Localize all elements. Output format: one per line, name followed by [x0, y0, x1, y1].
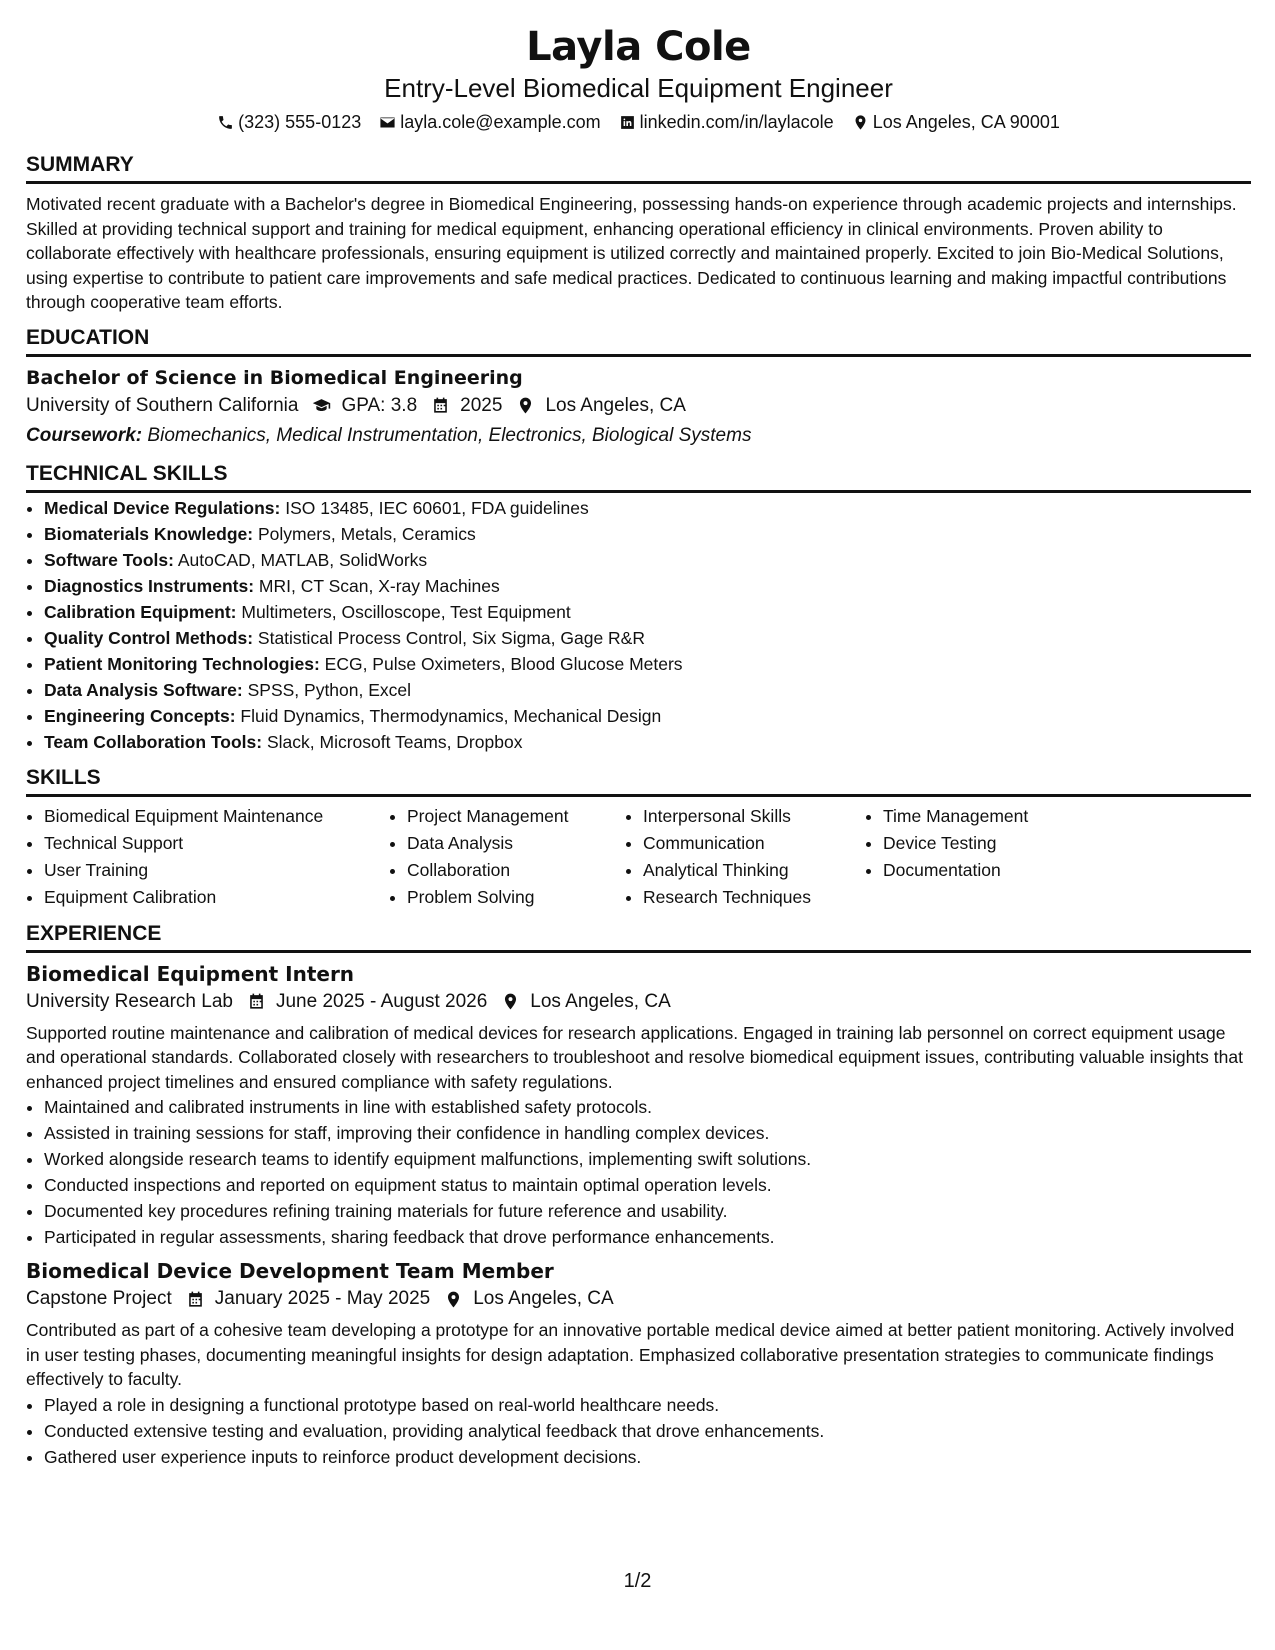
page-number: 1/2 [623, 1570, 652, 1592]
list-item [44, 547, 1251, 573]
experience-entry [26, 961, 1251, 1251]
tech-skill-value: SPSS, Python, Excel [247, 679, 412, 700]
technical-skills-list [26, 495, 1251, 755]
list-item: • Conducted inspections and reported on equipment status to maintain optimal operation levels. [44, 1172, 1251, 1198]
calendar-icon [247, 992, 266, 1011]
experience-entry [26, 1258, 1251, 1470]
list-item: • Conducted extensive testing and evaluation, providing analytical feedback that drove enhancements. [44, 1418, 1251, 1444]
linkedin-text[interactable]: linkedin.com/in/laylacole [639, 112, 834, 132]
candidate-role: Entry-Level Biomedical Equipment Engineer [384, 73, 893, 103]
education-meta [26, 391, 1251, 421]
job-org: University Research Lab [26, 990, 233, 1012]
list-item: • Worked alongside research teams to identify equipment malfunctions, implementing swift solutions. [44, 1146, 1251, 1172]
list-item: • Interpersonal Skills [643, 803, 865, 830]
list-item: • Documented key procedures refining training materials for future reference and usability. [44, 1198, 1251, 1224]
skills-column [625, 803, 865, 911]
list-item: • Technical Support [44, 830, 389, 857]
list-item: • Played a role in designing a functional prototype based on real-world healthcare needs. [44, 1392, 1251, 1418]
list-item [44, 625, 1251, 651]
tech-skill-value: ECG, Pulse Oximeters, Blood Glucose Meters [324, 653, 683, 674]
map-pin-icon [444, 1290, 463, 1309]
list-item [44, 703, 1251, 729]
list-item: • Project Management [407, 803, 625, 830]
job-meta [26, 987, 1251, 1017]
resume-header [26, 22, 1251, 134]
tech-skill-label: Biomaterials Knowledge: [44, 523, 254, 544]
school-name: University of Southern California [26, 394, 299, 416]
list-item [44, 677, 1251, 703]
summary-section [26, 152, 1251, 315]
technical-skills-section [26, 461, 1251, 755]
list-item [44, 573, 1251, 599]
tech-skill-value: Polymers, Metals, Ceramics [257, 523, 476, 544]
section-title-technical-skills: TECHNICAL SKILLS [26, 461, 1251, 493]
map-pin-icon [852, 114, 869, 131]
graduation-year: 2025 [460, 394, 503, 416]
list-item [44, 521, 1251, 547]
list-item: • Problem Solving [407, 884, 625, 911]
tech-skill-value: AutoCAD, MATLAB, SolidWorks [177, 549, 428, 570]
tech-skill-label: Engineering Concepts: [44, 705, 236, 726]
tech-skill-label: Software Tools: [44, 549, 174, 570]
school-location: Los Angeles, CA [545, 394, 686, 416]
map-pin-icon [516, 396, 535, 415]
list-item: • Research Techniques [643, 884, 865, 911]
job-org: Capstone Project [26, 1288, 172, 1309]
tech-skill-value: Slack, Microsoft Teams, Dropbox [266, 731, 523, 752]
summary-text: Motivated recent graduate with a Bachelor's degree in Biomedical Engineering, possessing hands-on experience through academic projects and internships. Skilled at providing technical support and training for medical equipment, enhancing operational efficiency in clinical environments. Proven ability to collaborate effectively with healthcare professionals, ensuring equipment is utilized correctly and maintained properly. Excited to join Bio-Medical Solutions, using expertise to contribute to patient care improvements and safe medical practices. Dedicated to continuous learning and making impactful contributions through cooperative team efforts. [26, 194, 1237, 312]
education-section [26, 325, 1251, 451]
list-item: • Data Analysis [407, 830, 625, 857]
candidate-name: Layla Cole [526, 24, 751, 70]
resume-page [26, 22, 1251, 1470]
section-title-summary: SUMMARY [26, 152, 1251, 184]
contact-location [852, 110, 1060, 134]
skills-grid [26, 803, 1251, 911]
list-item: • Collaboration [407, 857, 625, 884]
degree-title: Bachelor of Science in Biomedical Engineering [26, 366, 523, 389]
tech-skill-label: Diagnostics Instruments: [44, 575, 255, 596]
contact-linkedin[interactable] [619, 110, 834, 134]
job-dates: June 2025 - August 2026 [275, 990, 488, 1012]
coursework-label: Coursework: [26, 424, 143, 446]
section-title-experience: EXPERIENCE [26, 921, 1251, 953]
job-dates: January 2025 - May 2025 [214, 1288, 431, 1309]
section-title-education: EDUCATION [26, 325, 1251, 357]
skills-column [26, 803, 389, 911]
calendar-icon [431, 396, 450, 415]
email-text[interactable]: layla.cole@example.com [400, 112, 601, 132]
job-bullets [26, 1392, 1251, 1470]
coursework-list: Biomechanics, Medical Instrumentation, Electronics, Biological Systems [147, 424, 752, 446]
list-item: • Documentation [883, 857, 1083, 884]
tech-skill-value: Statistical Process Control, Six Sigma, Gage R&R [257, 627, 645, 648]
contact-phone [217, 110, 361, 134]
contact-email[interactable] [379, 110, 600, 134]
job-title: Biomedical Equipment Intern [26, 961, 355, 986]
contact-line [26, 110, 1251, 134]
list-item: • Communication [643, 830, 865, 857]
phone-text: (323) 555-0123 [238, 112, 362, 132]
tech-skill-value: MRI, CT Scan, X-ray Machines [258, 575, 500, 596]
list-item: • Analytical Thinking [643, 857, 865, 884]
job-meta [26, 1284, 1251, 1314]
tech-skill-label: Medical Device Regulations: [44, 497, 281, 518]
job-title: Biomedical Device Development Team Member [26, 1259, 554, 1283]
job-location: Los Angeles, CA [473, 1288, 614, 1309]
phone-icon [217, 114, 234, 131]
tech-skill-value: Multimeters, Oscilloscope, Test Equipment [241, 601, 571, 622]
skills-column [389, 803, 625, 911]
list-item: • Device Testing [883, 830, 1083, 857]
list-item [44, 495, 1251, 521]
list-item: • Time Management [883, 803, 1083, 830]
list-item: • User Training [44, 857, 389, 884]
experience-section [26, 921, 1251, 1470]
list-item: • Gathered user experience inputs to reinforce product development decisions. [44, 1444, 1251, 1470]
list-item: • Maintained and calibrated instruments in line with established safety protocols. [44, 1094, 1251, 1120]
job-description: Supported routine maintenance and calibration of medical devices for research applications. Engaged in training lab personnel on correct equipment usage and operational standards. Collaborated closely with researchers to troubleshoot and resolve biomedical equipment issues, contributing valuable insights that enhanced project timelines and ensured compliance with safety regulations. [26, 1022, 1243, 1092]
skills-column [865, 803, 1083, 911]
coursework-line [26, 421, 1251, 451]
list-item [44, 599, 1251, 625]
job-bullets [26, 1094, 1251, 1250]
list-item [44, 651, 1251, 677]
tech-skill-label: Team Collaboration Tools: [44, 731, 263, 752]
location-text: Los Angeles, CA 90001 [872, 112, 1060, 132]
list-item: • Equipment Calibration [44, 884, 389, 911]
list-item: • Assisted in training sessions for staff, improving their confidence in handling complex devices. [44, 1120, 1251, 1146]
tech-skill-label: Data Analysis Software: [44, 679, 243, 700]
envelope-icon [379, 114, 396, 131]
list-item: • Participated in regular assessments, sharing feedback that drove performance enhancements. [44, 1224, 1251, 1250]
section-title-skills: SKILLS [26, 765, 1251, 797]
job-location: Los Angeles, CA [530, 990, 671, 1012]
calendar-icon [186, 1290, 205, 1309]
map-pin-icon [501, 992, 520, 1011]
list-item [44, 729, 1251, 755]
tech-skill-label: Quality Control Methods: [44, 627, 254, 648]
linkedin-icon [619, 114, 636, 131]
job-description: Contributed as part of a cohesive team developing a prototype for an innovative portable medical device aimed at better patient monitoring. Actively involved in user testing phases, documenting meaningful insights for design adaptation. Emphasized collaborative presentation strategies to communicate findings effectively to faculty. [26, 1320, 1235, 1389]
tech-skill-value: Fluid Dynamics, Thermodynamics, Mechanical Design [240, 705, 662, 726]
tech-skill-label: Calibration Equipment: [44, 601, 237, 622]
list-item: • Biomedical Equipment Maintenance [44, 803, 389, 830]
graduation-cap-icon [312, 396, 331, 415]
skills-section [26, 765, 1251, 911]
tech-skill-label: Patient Monitoring Technologies: [44, 653, 320, 674]
tech-skill-value: ISO 13485, IEC 60601, FDA guidelines [285, 497, 589, 518]
gpa: GPA: 3.8 [341, 394, 418, 416]
